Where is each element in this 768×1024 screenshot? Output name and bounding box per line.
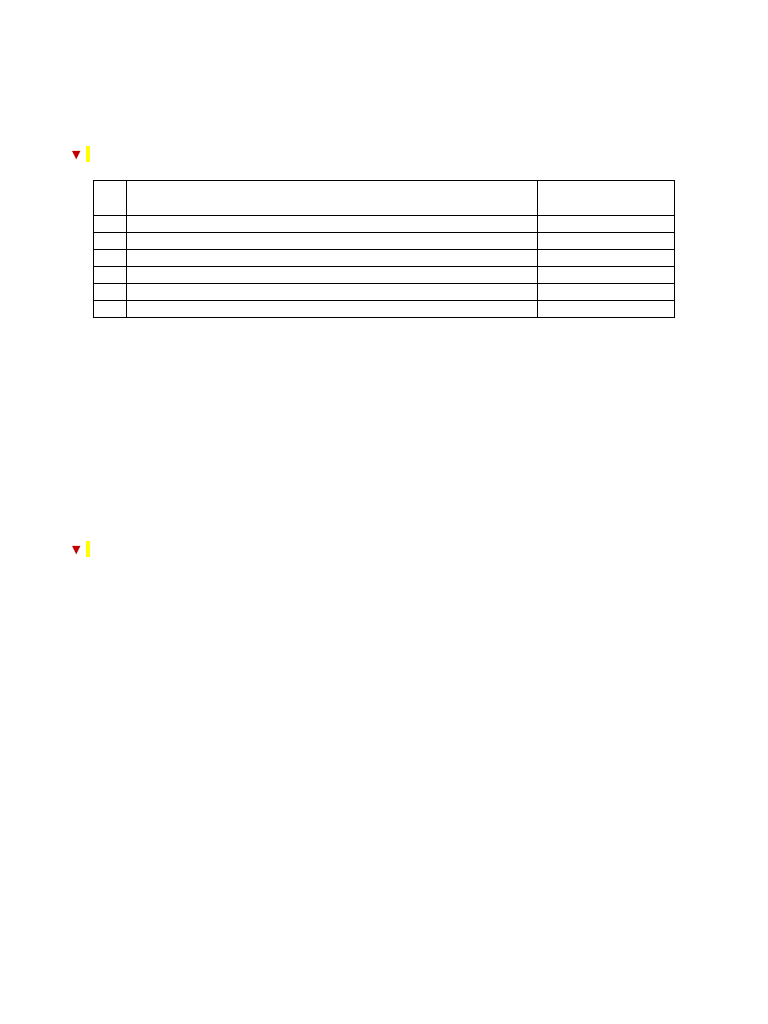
listening-heading [72, 146, 90, 163]
row-number [94, 284, 127, 301]
row-statement [127, 216, 538, 233]
pronunciations-heading [72, 541, 90, 558]
row-statement [127, 250, 538, 267]
row-answer-cell[interactable] [538, 216, 675, 233]
table-row [94, 301, 675, 318]
row-number [94, 267, 127, 284]
listening-label [86, 146, 90, 162]
row-statement [127, 233, 538, 250]
arrow-bullet-icon: ▼ [72, 543, 81, 556]
row-answer-cell[interactable] [538, 250, 675, 267]
row-statement [127, 301, 538, 318]
arrow-bullet-icon: ▼ [72, 148, 81, 161]
row-statement [127, 267, 538, 284]
row-answer-cell[interactable] [538, 301, 675, 318]
table-row [94, 284, 675, 301]
row-answer-cell[interactable] [538, 233, 675, 250]
statement-table [93, 180, 675, 318]
header-statement [127, 181, 538, 216]
row-number [94, 216, 127, 233]
row-answer-cell[interactable] [538, 267, 675, 284]
header-true-false [538, 181, 675, 216]
row-number [94, 250, 127, 267]
row-number [94, 301, 127, 318]
table-header-row [94, 181, 675, 216]
row-answer-cell[interactable] [538, 284, 675, 301]
table-row [94, 250, 675, 267]
pronunciations-label [86, 541, 90, 557]
table-row [94, 267, 675, 284]
row-number [94, 233, 127, 250]
table-row [94, 233, 675, 250]
header-no [94, 181, 127, 216]
row-statement [127, 284, 538, 301]
table-row [94, 216, 675, 233]
